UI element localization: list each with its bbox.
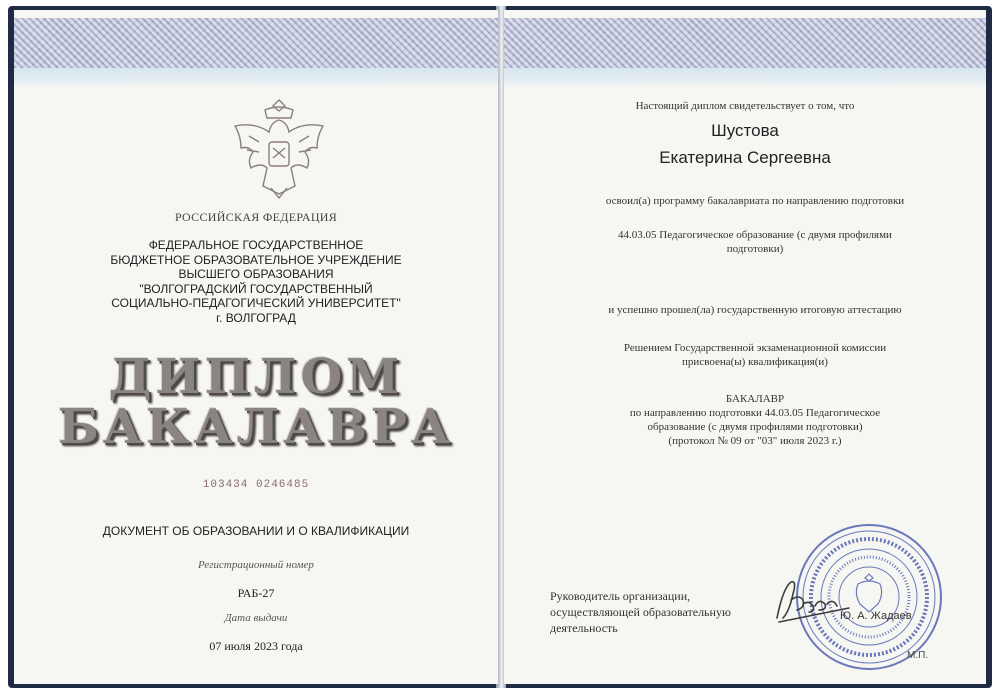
title-line-1: ДИПЛОМ — [108, 349, 404, 405]
organization-line: ВЫСШЕГО ОБРАЗОВАНИЯ — [178, 267, 334, 281]
graduate-surname: Шустова — [711, 121, 779, 140]
diploma-title — [14, 349, 498, 455]
program-line: 44.03.05 Педагогическое образование (с двумя профилями — [618, 229, 892, 241]
issue-date: 07 июля 2023 года — [209, 639, 303, 653]
guilloche-band — [14, 18, 498, 68]
qualification-line: образование (с двумя профилями подготовки) — [647, 421, 863, 433]
left-page — [14, 10, 498, 684]
head-line: деятельность — [550, 621, 618, 635]
organization-name — [14, 238, 498, 325]
head-line: осуществляющей образовательную — [550, 605, 731, 619]
decision-line: присвоена(ы) квалификация(и) — [682, 356, 828, 368]
guilloche-band-light — [504, 68, 986, 86]
certifies-text: Настоящий диплом свидетельствует о том, что — [635, 100, 855, 112]
document-type: ДОКУМЕНТ ОБ ОБРАЗОВАНИИ И О КВАЛИФИКАЦИИ — [102, 524, 410, 538]
organization-line: БЮДЖЕТНОЕ ОБРАЗОВАТЕЛЬНОЕ УЧРЕЖДЕНИЕ — [110, 252, 402, 267]
right-page — [504, 10, 986, 684]
head-of-organization — [550, 588, 731, 636]
registration-number: РАБ-27 — [237, 586, 275, 600]
coat-of-arms-icon — [229, 96, 329, 202]
head-line: Руководитель организации, — [550, 589, 691, 603]
graduate-given-names: Екатерина Сергеевна — [659, 148, 831, 167]
organization-line: СОЦИАЛЬНО-ПЕДАГОГИЧЕСКИЙ УНИВЕРСИТЕТ" — [111, 296, 401, 310]
organization-line: ФЕДЕРАЛЬНОЕ ГОСУДАРСТВЕННОЕ — [148, 238, 364, 252]
serial-number: 103434 0246485 — [202, 479, 310, 491]
protocol-text: (протокол № 09 от "03" июля 2023 г.) — [668, 435, 842, 447]
qualification-title: БАКАЛАВР — [725, 393, 785, 405]
issue-date-label: Дата выдачи — [224, 612, 288, 624]
qualification-block — [594, 392, 916, 448]
qualification-line: по направлению подготовки 44.03.05 Педагогическое — [629, 407, 881, 419]
guilloche-band-light — [14, 68, 498, 86]
commission-decision — [584, 341, 926, 369]
attestation-text: и успешно прошел(ла) государственную итоговую аттестацию — [608, 304, 902, 316]
organization-line: "ВОЛГОГРАДСКИЙ ГОСУДАРСТВЕННЫЙ — [139, 281, 373, 296]
seal-mark: М.П. — [907, 650, 929, 661]
diploma-spread — [8, 6, 992, 688]
registration-label: Регистрационный номер — [198, 559, 314, 571]
organization-line: г. ВОЛГОГРАД — [216, 310, 296, 325]
program-line: подготовки) — [726, 243, 784, 255]
country-name: РОССИЙСКАЯ ФЕДЕРАЦИЯ — [174, 210, 338, 224]
program-name — [584, 228, 926, 256]
program-mastered-text: освоил(а) программу бакалавриата по направлению подготовки — [605, 195, 905, 207]
title-line-2: БАКАЛАВРА — [57, 399, 455, 455]
signer-name: Ю. А. Жадаев — [840, 610, 912, 622]
guilloche-band — [504, 18, 986, 68]
decision-line: Решением Государственной экзаменационной комиссии — [623, 342, 887, 354]
